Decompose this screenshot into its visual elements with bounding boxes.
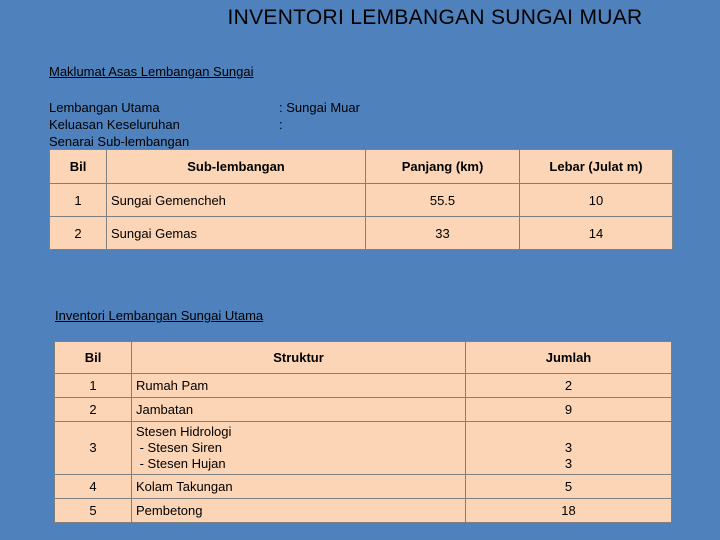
sub-basin-table [49,149,673,250]
cell-count: 9 [466,398,672,422]
basic-info-heading: Maklumat Asas Lembangan Sungai [49,64,254,79]
table-header-row [50,150,673,184]
cell-count: 5 [466,475,672,499]
info-value: : [279,117,283,132]
cell-bil: 5 [55,499,132,523]
table-header-row [55,342,672,374]
cell-bil: 1 [50,184,107,217]
info-row-sub-basin-list [49,133,449,150]
cell-length: 55.5 [366,184,520,217]
cell-bil: 2 [55,398,132,422]
cell-count: 18 [466,499,672,523]
structure-sub-siren: - Stesen Siren [136,440,222,455]
cell-sub-basin: Sungai Gemencheh [107,184,366,217]
col-header-sub-basin: Sub-lembangan [107,150,366,184]
info-label: Senarai Sub-lembangan [49,134,190,149]
col-header-count: Jumlah [466,342,672,374]
table-row [55,398,672,422]
table-row [55,374,672,398]
structure-sub-rain: - Stesen Hujan [136,456,226,471]
info-row-total-area [49,116,449,133]
cell-structure: Rumah Pam [132,374,466,398]
cell-structure: Pembetong [132,499,466,523]
cell-structure [132,422,466,475]
page-title: INVENTORI LEMBANGAN SUNGAI MUAR [227,6,643,29]
cell-structure: Kolam Takungan [132,475,466,499]
cell-count [466,422,672,475]
info-value: : Sungai Muar [279,100,360,115]
structure-label: Stesen Hidrologi [136,424,232,439]
col-header-bil: Bil [55,342,132,374]
count-rain: 3 [564,456,573,471]
col-header-width: Lebar (Julat m) [520,150,673,184]
col-header-structure: Struktur [132,342,466,374]
cell-bil: 4 [55,475,132,499]
col-header-length: Panjang (km) [366,150,520,184]
table-row [50,217,673,250]
col-header-bil: Bil [50,150,107,184]
count-siren: 3 [564,440,573,455]
basic-info-list [49,99,449,150]
inventory-heading: Inventori Lembangan Sungai Utama [55,308,264,323]
cell-bil: 3 [55,422,132,475]
table-row [55,422,672,475]
table-row [55,499,672,523]
cell-sub-basin: Sungai Gemas [107,217,366,250]
cell-bil: 1 [55,374,132,398]
cell-count: 2 [466,374,672,398]
table-row [50,184,673,217]
info-row-main-basin [49,99,449,116]
info-label: Lembangan Utama [49,100,160,115]
inventory-table [54,341,672,523]
cell-length: 33 [366,217,520,250]
cell-width: 10 [520,184,673,217]
info-label: Keluasan Keseluruhan [49,117,180,132]
cell-width: 14 [520,217,673,250]
table-row [55,475,672,499]
cell-structure: Jambatan [132,398,466,422]
cell-bil: 2 [50,217,107,250]
